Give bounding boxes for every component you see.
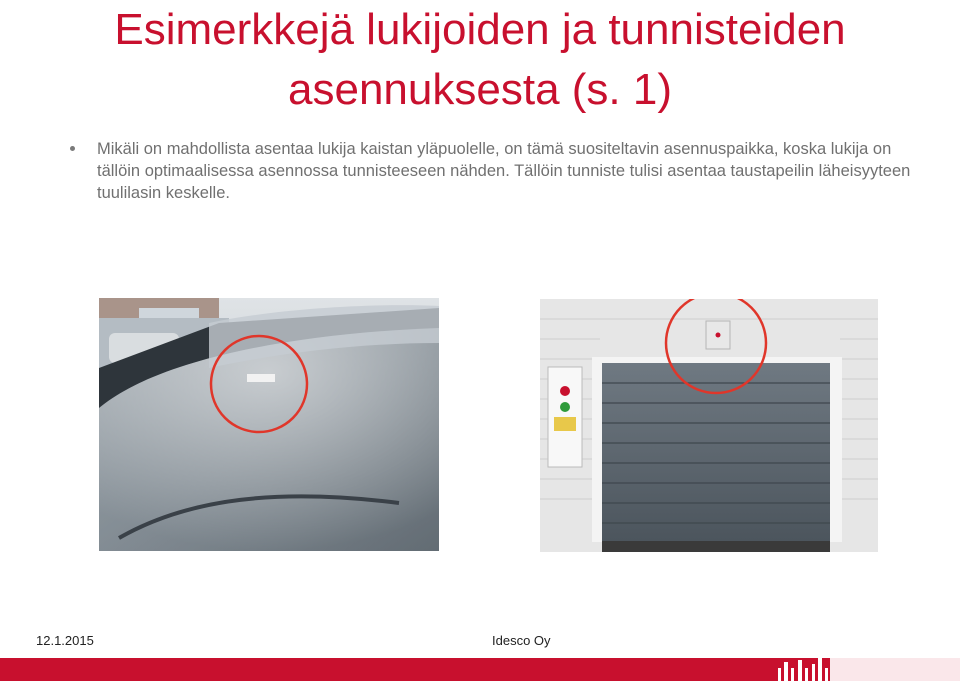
bullet-text: Mikäli on mahdollista asentaa lukija kaistan yläpuolelle, on tämä suositeltavin asennuspaikka, koska lukija on tällöin optimaalisessa asennossa tunnisteeseen nähden. Tällöin tunniste tulisi asentaa taustapeilin läheisyyteen tuulilasin keskelle.	[97, 140, 911, 202]
slide-title-line-1: Esimerkkejä lukijoiden ja tunnisteiden	[114, 5, 846, 54]
windshield-photo	[99, 298, 439, 551]
slide-title	[0, 0, 960, 120]
footer-date: 12.1.2015	[36, 633, 94, 648]
footer-bar	[0, 658, 960, 681]
footer-company: Idesco Oy	[492, 633, 551, 648]
slide-title-line-2: asennuksesta (s. 1)	[288, 65, 672, 114]
bullet-item	[70, 138, 930, 204]
garage-door-photo	[540, 299, 878, 552]
idesco-logo-icon	[740, 658, 960, 681]
bullet-dot-icon	[70, 146, 75, 151]
